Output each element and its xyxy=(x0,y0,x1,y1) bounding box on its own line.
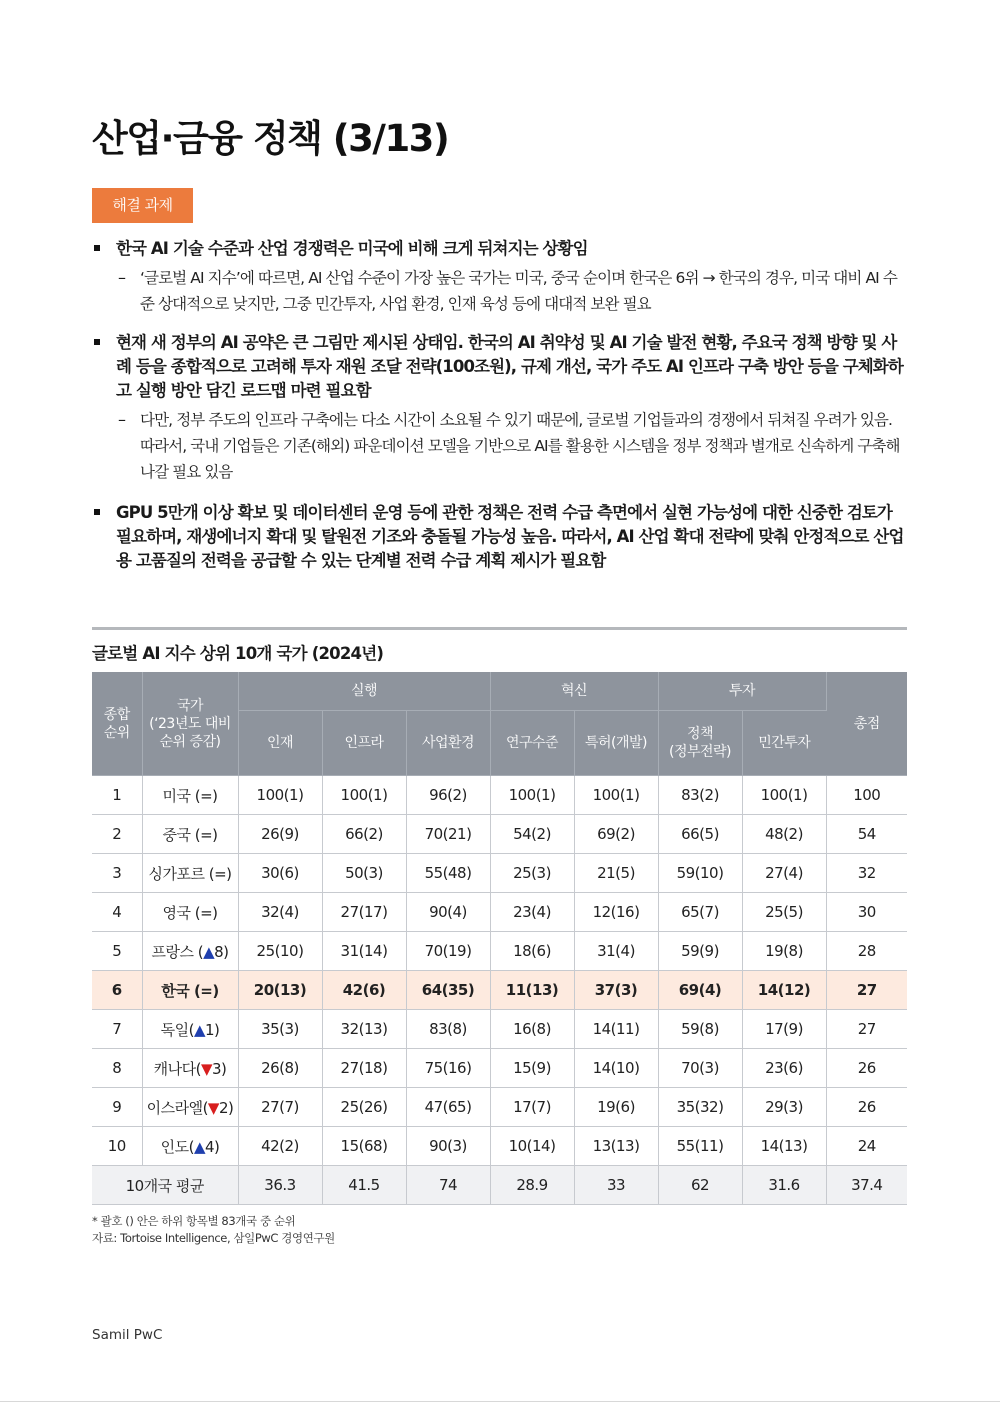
value-cell: 100 xyxy=(826,776,907,815)
country-cell xyxy=(142,1049,238,1088)
header-rank: 종합 순위 xyxy=(92,672,142,776)
rank-up-icon: ▲ xyxy=(203,942,215,961)
country-close: ) xyxy=(214,1020,220,1039)
header-group-execution: 실행 xyxy=(238,672,490,711)
footer-brand: Samil PwC xyxy=(92,1327,163,1343)
value-cell: 55(48) xyxy=(406,854,490,893)
average-value: 62 xyxy=(658,1166,742,1205)
footnote-note: * 괄호 () 안은 하위 항목별 83개국 중 순위 xyxy=(92,1214,296,1228)
country-name: 미국 (=) xyxy=(162,786,218,805)
rank-up-icon: ▲ xyxy=(193,1020,205,1039)
value-cell: 70(3) xyxy=(658,1049,742,1088)
value-cell: 100(1) xyxy=(322,776,406,815)
rank-cell: 4 xyxy=(92,893,142,932)
average-row xyxy=(92,1166,907,1205)
country-close: ) xyxy=(221,1059,227,1078)
country-cell xyxy=(142,1088,238,1127)
rank-cell: 8 xyxy=(92,1049,142,1088)
table-row xyxy=(92,776,907,815)
value-cell: 59(10) xyxy=(658,854,742,893)
value-cell: 23(6) xyxy=(742,1049,826,1088)
value-cell: 66(5) xyxy=(658,815,742,854)
value-cell: 21(5) xyxy=(574,854,658,893)
country-name: 중국 (=) xyxy=(162,825,218,844)
bullet-text: GPU 5만개 이상 확보 및 데이터센터 운영 등에 관한 정책은 전력 수급 측면에서 실현 가능성에 대한 신중한 검토가 필요하며, 재생에너지 확대 및 탈원전 기조와 충돌될 가능성 높음. 따라서, AI 산업 확대 전략에 맞춰 안정적으로 산업용 고품질의 전력을 공급할 수 있는 단계별 전력 수급 계획 제시가 필요함 xyxy=(116,503,904,570)
table-body xyxy=(92,776,907,1205)
page-title: 산업·금융 정책 (3/13) xyxy=(92,117,449,160)
value-cell: 64(35) xyxy=(406,971,490,1010)
rank-cell: 1 xyxy=(92,776,142,815)
table-row xyxy=(92,1127,907,1166)
value-cell: 32 xyxy=(826,854,907,893)
country-name: 캐나다( xyxy=(153,1059,201,1078)
footnote-source: 자료: Tortoise Intelligence, 삼일PwC 경영연구원 xyxy=(92,1231,335,1245)
value-cell: 31(14) xyxy=(322,932,406,971)
value-cell: 42(2) xyxy=(238,1127,322,1166)
value-cell: 69(2) xyxy=(574,815,658,854)
bullet-item xyxy=(92,501,907,573)
country-name: 독일( xyxy=(160,1020,194,1039)
rank-change: 1 xyxy=(204,1020,215,1039)
country-cell xyxy=(142,776,238,815)
value-cell: 100(1) xyxy=(742,776,826,815)
value-cell: 25(10) xyxy=(238,932,322,971)
country-cell xyxy=(142,1127,238,1166)
value-cell: 55(11) xyxy=(658,1127,742,1166)
bullet-text: 한국 AI 기술 수준과 산업 경쟁력은 미국에 비해 크게 뒤쳐지는 상황임 xyxy=(116,239,588,258)
average-value: 33 xyxy=(574,1166,658,1205)
header-talent: 인재 xyxy=(238,711,322,776)
value-cell: 30(6) xyxy=(238,854,322,893)
header-research: 연구수준 xyxy=(490,711,574,776)
rank-cell: 6 xyxy=(92,971,142,1010)
value-cell: 100(1) xyxy=(238,776,322,815)
rank-cell: 3 xyxy=(92,854,142,893)
value-cell: 28 xyxy=(826,932,907,971)
value-cell: 14(11) xyxy=(574,1010,658,1049)
table-row xyxy=(92,1010,907,1049)
value-cell: 65(7) xyxy=(658,893,742,932)
average-value: 28.9 xyxy=(490,1166,574,1205)
value-cell: 54(2) xyxy=(490,815,574,854)
value-cell: 66(2) xyxy=(322,815,406,854)
country-cell xyxy=(142,1010,238,1049)
value-cell: 37(3) xyxy=(574,971,658,1010)
value-cell: 35(32) xyxy=(658,1088,742,1127)
rank-down-icon: ▼ xyxy=(200,1059,212,1078)
country-cell xyxy=(142,971,238,1010)
table-row xyxy=(92,854,907,893)
value-cell: 27(4) xyxy=(742,854,826,893)
value-cell: 14(12) xyxy=(742,971,826,1010)
rank-cell: 5 xyxy=(92,932,142,971)
value-cell: 19(8) xyxy=(742,932,826,971)
average-value: 74 xyxy=(406,1166,490,1205)
value-cell: 25(26) xyxy=(322,1088,406,1127)
value-cell: 24 xyxy=(826,1127,907,1166)
value-cell: 12(16) xyxy=(574,893,658,932)
value-cell: 19(6) xyxy=(574,1088,658,1127)
value-cell: 54 xyxy=(826,815,907,854)
value-cell: 29(3) xyxy=(742,1088,826,1127)
bottom-rule xyxy=(0,1401,1000,1402)
average-value: 31.6 xyxy=(742,1166,826,1205)
country-name: 인도( xyxy=(160,1137,194,1156)
table-divider xyxy=(92,627,907,630)
country-cell xyxy=(142,932,238,971)
value-cell: 25(5) xyxy=(742,893,826,932)
table-row xyxy=(92,893,907,932)
value-cell: 35(3) xyxy=(238,1010,322,1049)
value-cell: 13(13) xyxy=(574,1127,658,1166)
value-cell: 27 xyxy=(826,1010,907,1049)
table-row xyxy=(92,932,907,971)
value-cell: 15(68) xyxy=(322,1127,406,1166)
value-cell: 96(2) xyxy=(406,776,490,815)
country-name: 싱가포르 (=) xyxy=(148,864,232,883)
value-cell: 11(13) xyxy=(490,971,574,1010)
value-cell: 17(7) xyxy=(490,1088,574,1127)
value-cell: 100(1) xyxy=(574,776,658,815)
value-cell: 15(9) xyxy=(490,1049,574,1088)
value-cell: 17(9) xyxy=(742,1010,826,1049)
value-cell: 27(7) xyxy=(238,1088,322,1127)
sub-bullet xyxy=(116,265,907,317)
value-cell: 26 xyxy=(826,1088,907,1127)
value-cell: 32(4) xyxy=(238,893,322,932)
value-cell: 32(13) xyxy=(322,1010,406,1049)
header-business: 사업환경 xyxy=(406,711,490,776)
header-group-innovation: 혁신 xyxy=(490,672,658,711)
bullet-square-icon xyxy=(94,509,100,515)
country-close: ) xyxy=(228,1098,234,1117)
value-cell: 27 xyxy=(826,971,907,1010)
table-row xyxy=(92,971,907,1010)
average-label: 10개국 평균 xyxy=(92,1166,238,1205)
value-cell: 27(18) xyxy=(322,1049,406,1088)
value-cell: 10(14) xyxy=(490,1127,574,1166)
value-cell: 18(6) xyxy=(490,932,574,971)
table-row xyxy=(92,1088,907,1127)
value-cell: 27(17) xyxy=(322,893,406,932)
country-name: 영국 (=) xyxy=(162,903,218,922)
value-cell: 90(4) xyxy=(406,893,490,932)
value-cell: 25(3) xyxy=(490,854,574,893)
value-cell: 50(3) xyxy=(322,854,406,893)
value-cell: 31(4) xyxy=(574,932,658,971)
footnote xyxy=(92,1213,335,1247)
header-patent: 특허(개발) xyxy=(574,711,658,776)
bullet-text: 현재 새 정부의 AI 공약은 큰 그림만 제시된 상태임. 한국의 AI 취약성 및 AI 기술 발전 현황, 주요국 정책 방향 및 사례 등을 종합적으로 고려해 투자 재원 조달 전략(100조원), 규제 개선, 국가 주도 AI 인프라 구축 방안 등을 구체화하고 실행 방안 담긴 로드맵 마련 필요함 xyxy=(116,333,903,400)
sub-bullet-text: 다만, 정부 주도의 인프라 구축에는 다소 시간이 소요될 수 있기 때문에, 글로벌 기업들과의 경쟁에서 뒤쳐질 우려가 있음. 따라서, 국내 기업들은 기존(해외) 파운데이션 모델을 기반으로 AI를 활용한 시스템을 정부 정책과 별개로 신속하게 구축해 나갈 필요 있음 xyxy=(140,411,900,481)
rank-cell: 10 xyxy=(92,1127,142,1166)
header-policy: 정책 (정부전략) xyxy=(658,711,742,776)
rank-up-icon: ▲ xyxy=(193,1137,205,1156)
value-cell: 69(4) xyxy=(658,971,742,1010)
country-close: ) xyxy=(223,942,229,961)
value-cell: 83(8) xyxy=(406,1010,490,1049)
rank-change: 8 xyxy=(214,942,224,961)
value-cell: 26(9) xyxy=(238,815,322,854)
average-value: 36.3 xyxy=(238,1166,322,1205)
sub-bullet-text: ‘글로벌 AI 지수’에 따르면, AI 산업 수준이 가장 높은 국가는 미국, 중국 순이며 한국은 6위 → 한국의 경우, 미국 대비 AI 수준 상대적으로 낮지만, 그중 민간투자, 사업 환경, 인재 육성 등에 대대적 보완 필요 xyxy=(140,269,897,313)
country-cell xyxy=(142,854,238,893)
value-cell: 42(6) xyxy=(322,971,406,1010)
header-total: 총점 xyxy=(826,672,907,776)
value-cell: 16(8) xyxy=(490,1010,574,1049)
dash-icon: – xyxy=(118,268,126,287)
country-name: 프랑스 ( xyxy=(151,942,204,961)
ai-index-table xyxy=(92,672,907,1205)
value-cell: 23(4) xyxy=(490,893,574,932)
bullet-item xyxy=(92,331,907,485)
dash-icon: – xyxy=(118,410,126,429)
value-cell: 26 xyxy=(826,1049,907,1088)
rank-change: 3 xyxy=(211,1059,222,1078)
bullet-list xyxy=(92,237,907,587)
country-cell xyxy=(142,815,238,854)
average-value: 37.4 xyxy=(826,1166,907,1205)
value-cell: 100(1) xyxy=(490,776,574,815)
rank-change: 4 xyxy=(204,1137,215,1156)
header-group-investment: 투자 xyxy=(658,672,826,711)
value-cell: 70(19) xyxy=(406,932,490,971)
country-close: ) xyxy=(214,1137,220,1156)
section-badge: 해결 과제 xyxy=(92,188,193,223)
value-cell: 59(8) xyxy=(658,1010,742,1049)
country-cell xyxy=(142,893,238,932)
bullet-item xyxy=(92,237,907,317)
header-country: 국가 (‘23년도 대비 순위 증감) xyxy=(142,672,238,776)
bullet-square-icon xyxy=(94,339,100,345)
table-row xyxy=(92,1049,907,1088)
value-cell: 14(13) xyxy=(742,1127,826,1166)
value-cell: 59(9) xyxy=(658,932,742,971)
value-cell: 70(21) xyxy=(406,815,490,854)
header-private: 민간투자 xyxy=(742,711,826,776)
rank-down-icon: ▼ xyxy=(207,1098,219,1117)
country-name: 한국 (=) xyxy=(161,981,219,1000)
value-cell: 14(10) xyxy=(574,1049,658,1088)
header-infra: 인프라 xyxy=(322,711,406,776)
rank-cell: 9 xyxy=(92,1088,142,1127)
value-cell: 48(2) xyxy=(742,815,826,854)
value-cell: 83(2) xyxy=(658,776,742,815)
bullet-square-icon xyxy=(94,245,100,251)
value-cell: 75(16) xyxy=(406,1049,490,1088)
table-row xyxy=(92,815,907,854)
value-cell: 30 xyxy=(826,893,907,932)
table-title: 글로벌 AI 지수 상위 10개 국가 (2024년) xyxy=(92,644,384,663)
rank-cell: 7 xyxy=(92,1010,142,1049)
rank-cell: 2 xyxy=(92,815,142,854)
country-name: 이스라엘( xyxy=(146,1098,208,1117)
value-cell: 26(8) xyxy=(238,1049,322,1088)
value-cell: 90(3) xyxy=(406,1127,490,1166)
rank-change: 2 xyxy=(218,1098,229,1117)
value-cell: 20(13) xyxy=(238,971,322,1010)
average-value: 41.5 xyxy=(322,1166,406,1205)
value-cell: 47(65) xyxy=(406,1088,490,1127)
sub-bullet xyxy=(116,407,907,485)
